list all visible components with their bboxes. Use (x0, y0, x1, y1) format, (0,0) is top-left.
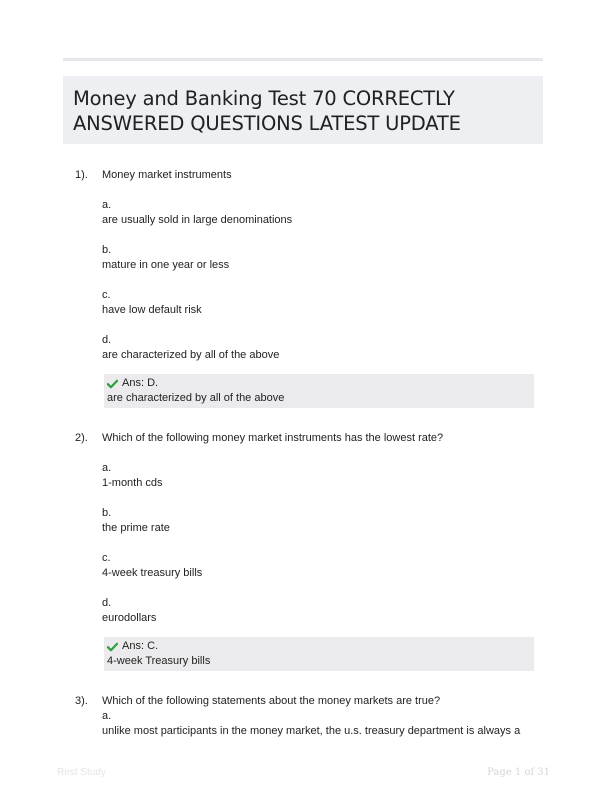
question-number: 2). (75, 432, 88, 444)
option-text: 4-week treasury bills (102, 567, 203, 579)
option-b (102, 243, 229, 273)
option-a (102, 709, 520, 739)
option-text: have low default risk (102, 304, 202, 316)
option-text: are characterized by all of the above (102, 349, 280, 361)
option-text: 1-month cds (102, 477, 163, 489)
option-a (102, 198, 292, 228)
option-text: the prime rate (102, 522, 170, 534)
option-letter: a. (102, 710, 112, 722)
option-letter: d. (102, 597, 112, 609)
option-letter: b. (102, 244, 112, 256)
option-d (102, 333, 279, 363)
option-b (102, 506, 170, 536)
document-title-box (63, 76, 543, 144)
option-text: mature in one year or less (102, 259, 230, 271)
answer-label: Ans: D. (122, 377, 159, 389)
answer-text: are characterized by all of the above (107, 392, 285, 404)
option-letter: a. (102, 462, 112, 474)
option-text: eurodollars (102, 612, 157, 624)
option-text: unlike most participants in the money market, the u.s. treasury department is always a (102, 725, 521, 737)
option-c (102, 551, 202, 581)
question-number: 3). (75, 695, 88, 707)
question-number: 1). (75, 169, 88, 181)
option-letter: c. (102, 289, 111, 301)
answer-box (104, 637, 534, 671)
question-text: Money market instruments (102, 169, 232, 181)
option-letter: a. (102, 199, 112, 211)
answer-box (104, 374, 534, 408)
footer-brand: Rest Study (57, 767, 106, 778)
answer-text: 4-week Treasury bills (107, 655, 211, 667)
option-text: are usually sold in large denominations (102, 214, 293, 226)
question-text: Which of the following statements about the money markets are true? (102, 695, 441, 707)
option-c (102, 288, 202, 318)
check-icon (107, 642, 118, 652)
answer-label: Ans: C. (122, 640, 159, 652)
option-a (102, 461, 163, 491)
option-letter: d. (102, 334, 112, 346)
option-letter: c. (102, 552, 111, 564)
top-divider (63, 58, 543, 61)
question-text: Which of the following money market instruments has the lowest rate? (102, 432, 444, 444)
option-letter: b. (102, 507, 112, 519)
document-title-line-2: ANSWERED QUESTIONS LATEST UPDATE (73, 112, 461, 135)
page-number: Page 1 of 31 (487, 767, 550, 778)
option-d (102, 596, 156, 626)
check-icon (107, 379, 118, 389)
document-title-line-1: Money and Banking Test 70 CORRECTLY (73, 87, 455, 110)
